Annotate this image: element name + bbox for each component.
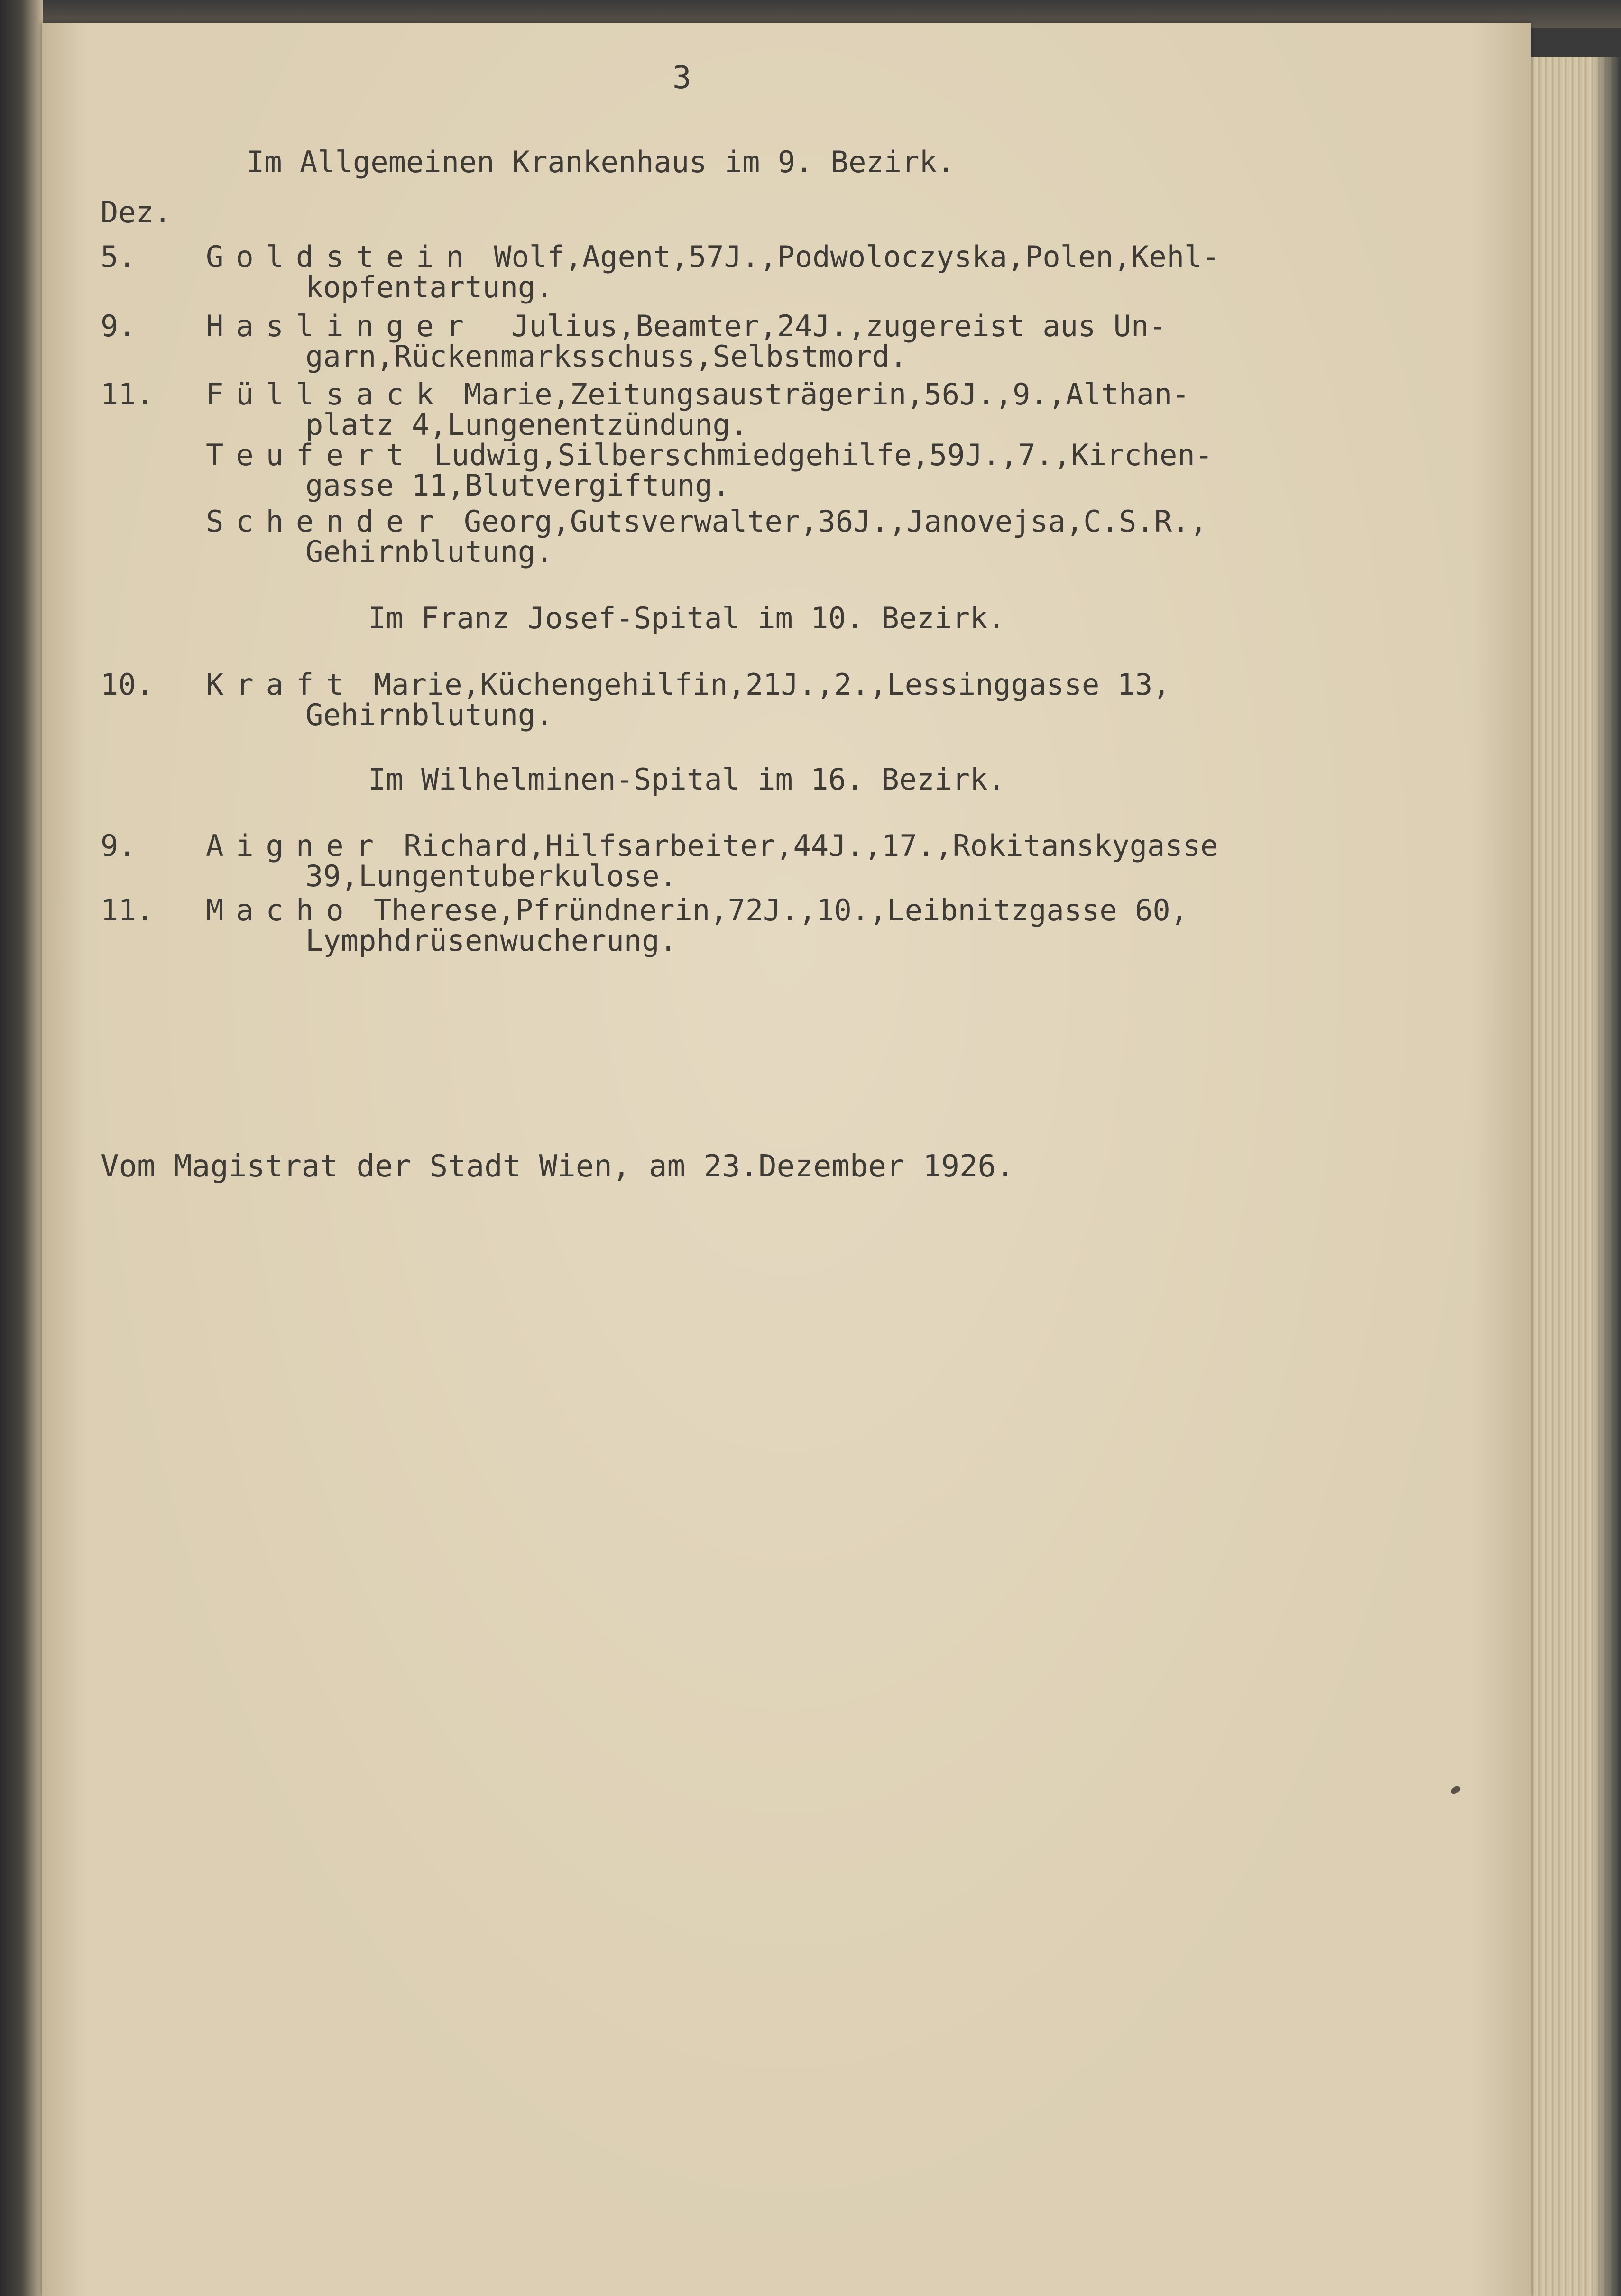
book-binding xyxy=(0,0,43,2296)
entry-line xyxy=(206,440,1213,470)
entry-continuation: kopfentartung. xyxy=(305,270,553,304)
entry-surname: Haslinger xyxy=(206,309,476,343)
entry-day: 11. xyxy=(101,893,154,928)
entry-continuation: Lymphdrüsenwucherung. xyxy=(305,923,677,958)
entry-continuation: Gehirnblutung. xyxy=(305,534,553,569)
entry-day: 11. xyxy=(101,377,154,412)
entry-surname: Füllsack xyxy=(206,377,446,412)
entry-surname: Kraft xyxy=(206,667,356,702)
entry-details: Therese,Pfründnerin,72J.,10.,Leibnitzgasse 60, xyxy=(356,893,1188,928)
page-number: 3 xyxy=(672,59,691,96)
entry-surname: Macho xyxy=(206,893,356,928)
paper-speck xyxy=(1449,1784,1462,1795)
entry-line xyxy=(206,239,1220,274)
entry-line xyxy=(206,506,1207,537)
entry-continuation: Gehirnblutung. xyxy=(305,698,553,732)
section-heading-franz-josef-spital: Im Franz Josef-Spital im 10. Bezirk. xyxy=(368,601,1005,635)
entry-details: Julius,Beamter,24J.,zugereist aus Un- xyxy=(476,309,1167,343)
document-page xyxy=(42,23,1531,2296)
entry-details: Marie,Küchengehilfin,21J.,2.,Lessinggasse 13, xyxy=(356,667,1170,702)
entry-surname: Aigner xyxy=(206,828,386,863)
entry-day: 5. xyxy=(101,239,136,274)
entry-details: Richard,Hilfsarbeiter,44J.,17.,Rokitanskygasse xyxy=(386,828,1218,863)
entry-surname: Schender xyxy=(206,504,446,539)
section-heading-wilhelminen-spital: Im Wilhelminen-Spital im 16. Bezirk. xyxy=(368,762,1005,797)
entry-details: Wolf,Agent,57J.,Podwoloczyska,Polen,Kehl- xyxy=(476,239,1220,274)
entry-continuation: gasse 11,Blutvergiftung. xyxy=(305,468,730,503)
month-label: Dez. xyxy=(101,195,172,230)
entry-details: Marie,Zeitungsausträgerin,56J.,9.,Althan- xyxy=(446,377,1190,412)
entry-line xyxy=(206,311,1167,341)
entry-line xyxy=(206,828,1218,863)
entry-continuation: 39,Lungentuberkulose. xyxy=(305,859,677,893)
entry-surname: Teufert xyxy=(206,438,416,472)
entry-day: 9. xyxy=(101,828,136,863)
entry-day: 10. xyxy=(101,667,154,702)
entry-continuation: platz 4,Lungenentzündung. xyxy=(305,407,748,442)
entry-line xyxy=(206,667,1170,702)
entry-day: 9. xyxy=(101,309,136,343)
entry-line xyxy=(206,895,1188,926)
entry-surname: Goldstein xyxy=(206,239,476,274)
entry-details: Ludwig,Silberschmiedgehilfe,59J.,7.,Kirchen- xyxy=(416,438,1213,472)
entry-line xyxy=(206,379,1189,410)
section-heading-allgemeines-krankenhaus: Im Allgemeinen Krankenhaus im 9. Bezirk. xyxy=(247,145,955,179)
entry-details: Georg,Gutsverwalter,36J.,Janovejsa,C.S.R., xyxy=(446,504,1207,539)
entry-continuation: garn,Rückenmarksschuss,Selbstmord. xyxy=(305,339,908,374)
magistrat-signature-line: Vom Magistrat der Stadt Wien, am 23.Dezember 1926. xyxy=(101,1149,1014,1184)
